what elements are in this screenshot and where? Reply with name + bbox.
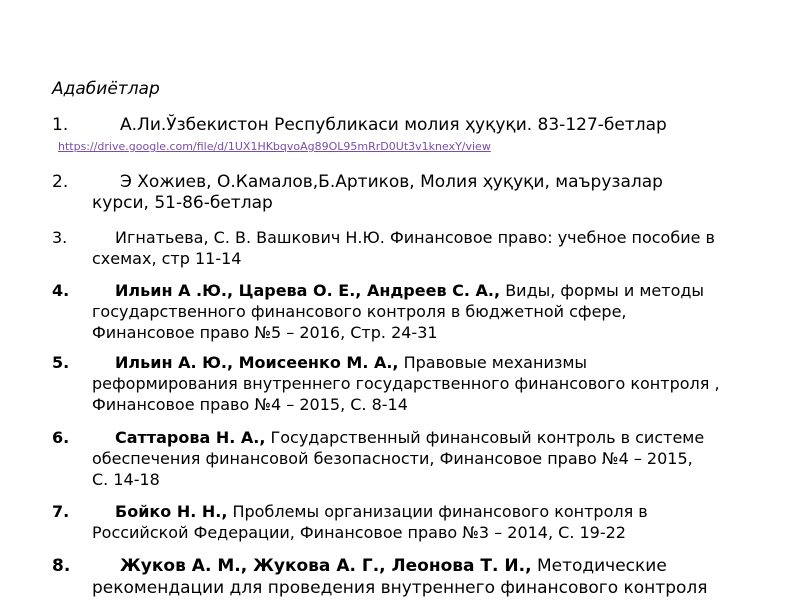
reference-title: Проблемы организации финансового контроля в (227, 502, 648, 521)
reference-line (52, 427, 772, 448)
reference-authors: Ильин А. Ю., Моисеенко М. А., (115, 353, 399, 372)
reference-item-3 (52, 227, 772, 269)
reference-line (52, 501, 772, 522)
reference-line: С. 14-18 (92, 470, 160, 489)
reference-number: 5. (52, 353, 70, 372)
reference-line: схемах, стр 11-14 (92, 249, 242, 268)
reference-number: 8. (52, 556, 71, 576)
reference-line: государственного финансового контроля в бюджетной сфере, (92, 302, 627, 321)
reference-line: Российской Федерации, Финансовое право №3 – 2014, С. 19-22 (92, 523, 626, 542)
reference-number: 2. (52, 172, 69, 192)
reference-authors: Саттарова Н. А., (115, 428, 266, 447)
reference-title: Виды, формы и методы (505, 281, 705, 300)
reference-number: 6. (52, 428, 70, 447)
reference-title: Государственный финансовый контроль в системе (265, 428, 705, 447)
reference-line: Финансовое право №4 – 2015, С. 8-14 (92, 395, 408, 414)
reference-line: Финансовое право №5 – 2016, Стр. 24-31 (92, 323, 438, 342)
reference-line: Игнатьева, С. В. Вашкович Н.Ю. Финансовое право: учебное пособие в (115, 228, 715, 247)
reference-number: 1. (52, 115, 69, 135)
reference-line: обеспечения финансовой безопасности, Финансовое право №4 – 2015, (92, 449, 693, 468)
reference-authors: Жуков А. М., Жукова А. Г., Леонова Т. И., (120, 556, 532, 576)
references-heading: Адабиётлар (52, 79, 160, 99)
reference-item-4 (52, 280, 772, 343)
reference-authors: Ильин А .Ю., Царева О. Е., Андреев С. А., (115, 281, 501, 300)
reference-line: курси, 51-86-бетлар (92, 193, 273, 213)
reference-item-7 (52, 501, 772, 543)
reference-line: реформирования внутреннего государственного финансового контроля , (92, 374, 720, 393)
reference-number: 3. (52, 228, 68, 247)
reference-title: Методические (531, 556, 667, 576)
reference-line (52, 352, 772, 373)
reference-number: 4. (52, 281, 70, 300)
reference-item-2 (52, 172, 772, 214)
reference-item-8 (52, 555, 772, 599)
reference-item-5 (52, 352, 772, 415)
reference-line: Э Хожиев, О.Камалов,Б.Артиков, Молия ҳуқуқи, маърузалар (120, 172, 663, 192)
reference-title: Правовые механизмы (403, 353, 588, 372)
reference-number: 7. (52, 502, 70, 521)
reference-link[interactable]: https://drive.google.com/file/d/1UX1HKbqvoAg89OL95mRrD0Ut3v1knexY/view (58, 140, 491, 153)
reference-line (52, 280, 772, 301)
reference-line: А.Ли.Ўзбекистон Республикаси молия ҳуқуқи. 83-127-бетлар (120, 115, 667, 135)
reference-authors: Бойко Н. Н., (115, 502, 228, 521)
reference-line: рекомендации для проведения внутреннего финансового контроля (92, 578, 708, 598)
reference-item-1 (52, 115, 772, 135)
reference-line (52, 555, 772, 577)
reference-item-6 (52, 427, 772, 490)
